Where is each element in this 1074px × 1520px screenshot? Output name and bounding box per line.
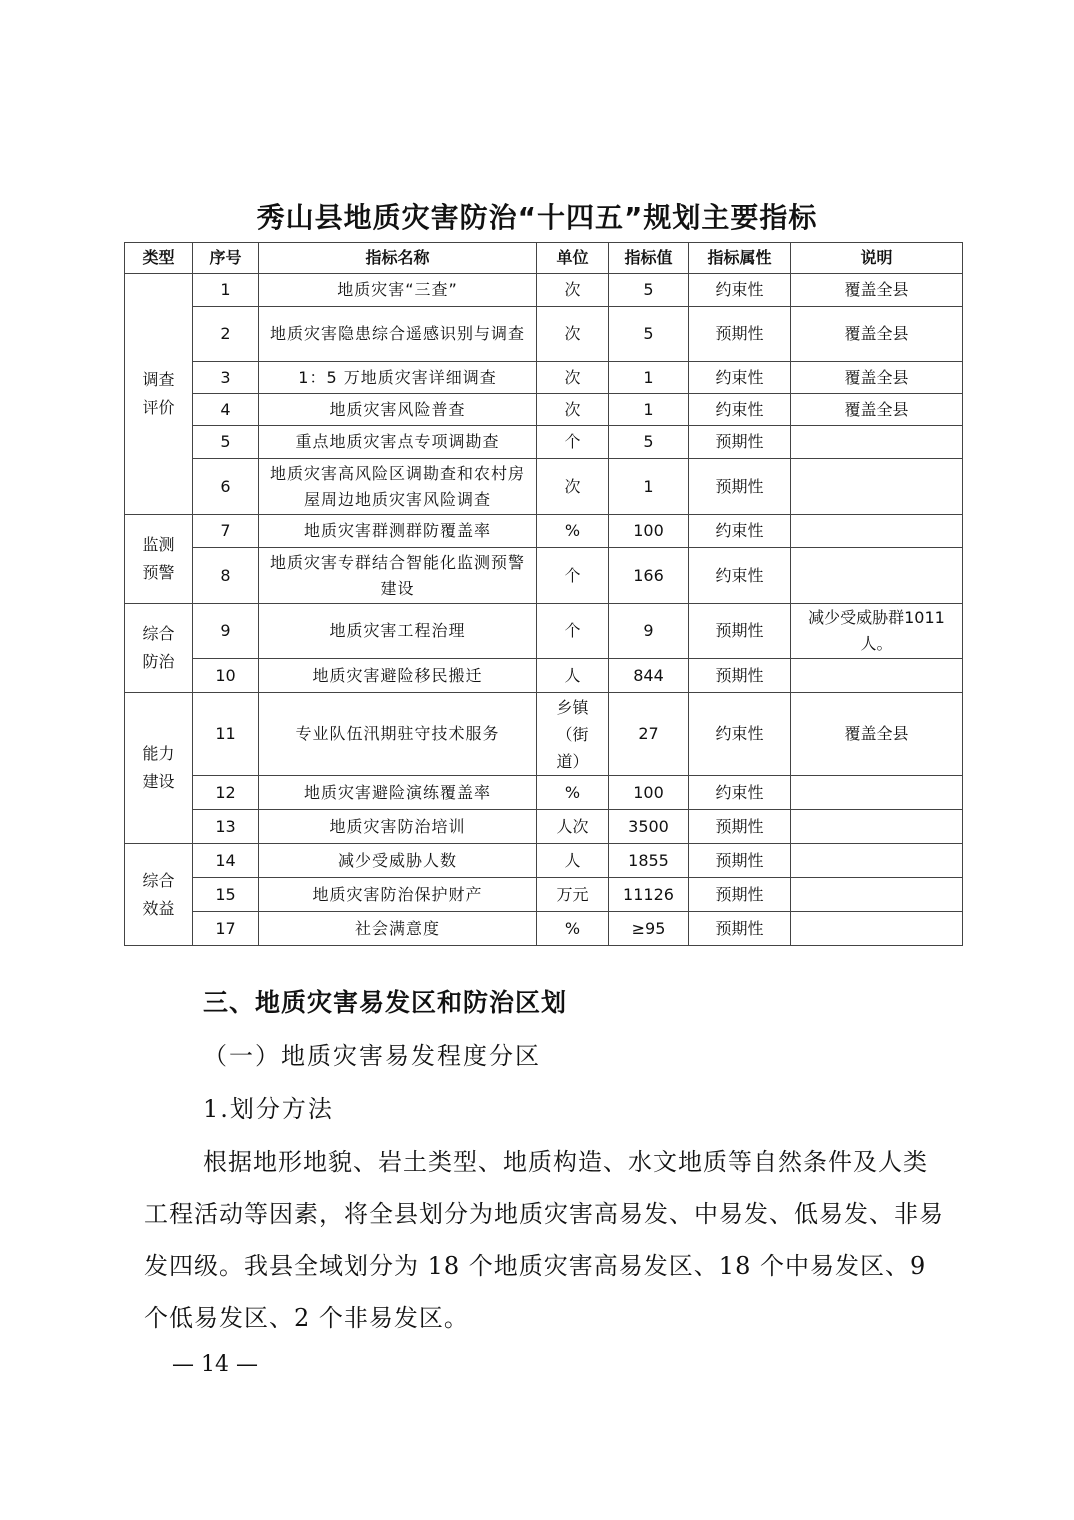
unit-cell: % (537, 515, 609, 548)
indicator-attr-cell: 预期性 (689, 810, 791, 844)
indicator-attr-cell: 约束性 (689, 394, 791, 426)
row-number-cell: 6 (193, 459, 259, 515)
row-number-cell: 13 (193, 810, 259, 844)
note-cell (791, 776, 963, 810)
indicator-value-cell: 844 (609, 659, 689, 693)
indicator-name-cell: 地质灾害风险普查 (259, 394, 537, 426)
table-row (125, 878, 963, 912)
table-row (125, 515, 963, 548)
indicator-value-cell: 166 (609, 548, 689, 604)
indicator-name-cell: 地质灾害隐患综合遥感识别与调查 (259, 307, 537, 362)
indicator-value-cell: 100 (609, 515, 689, 548)
indicator-attr-cell: 预期性 (689, 307, 791, 362)
row-number-cell: 9 (193, 604, 259, 659)
indicator-attr-cell: 预期性 (689, 659, 791, 693)
note-cell: 覆盖全县 (791, 307, 963, 362)
indicator-attr-cell: 预期性 (689, 912, 791, 946)
unit-cell: 万元 (537, 878, 609, 912)
unit-cell: 次 (537, 362, 609, 394)
indicator-value-cell: 5 (609, 307, 689, 362)
indicator-name-cell: 地质灾害避险移民搬迁 (259, 659, 537, 693)
indicator-attr-cell: 预期性 (689, 844, 791, 878)
note-cell (791, 426, 963, 459)
note-cell (791, 548, 963, 604)
indicator-value-cell: 1 (609, 459, 689, 515)
indicator-attr-cell: 约束性 (689, 548, 791, 604)
indicator-attr-cell: 预期性 (689, 426, 791, 459)
indicator-value-cell: 9 (609, 604, 689, 659)
page-number: — 14 — (172, 1352, 258, 1377)
indicator-table (124, 242, 963, 946)
note-cell (791, 515, 963, 548)
table-title: 秀山县地质灾害防治“十四五”规划主要指标 (256, 201, 818, 234)
indicator-value-cell: 11126 (609, 878, 689, 912)
indicator-value-cell: 3500 (609, 810, 689, 844)
category-cell: 综合 防治 (125, 604, 193, 693)
category-cell: 能力 建设 (125, 693, 193, 844)
row-number-cell: 11 (193, 693, 259, 776)
col-header-type: 类型 (125, 243, 193, 274)
row-number-cell: 17 (193, 912, 259, 946)
table-row (125, 776, 963, 810)
unit-cell: 人 (537, 659, 609, 693)
row-number-cell: 4 (193, 394, 259, 426)
indicator-value-cell: ≥95 (609, 912, 689, 946)
indicator-value-cell: 1 (609, 362, 689, 394)
table-row (125, 810, 963, 844)
indicator-value-cell: 5 (609, 426, 689, 459)
row-number-cell: 10 (193, 659, 259, 693)
indicator-name-cell: 地质灾害专群结合智能化监测预警建设 (259, 548, 537, 604)
indicator-name-cell: 地质灾害高风险区调勘查和农村房屋周边地质灾害风险调查 (259, 459, 537, 515)
unit-cell: 个 (537, 548, 609, 604)
note-cell (791, 878, 963, 912)
note-cell (791, 912, 963, 946)
note-cell (791, 459, 963, 515)
unit-cell: 次 (537, 274, 609, 307)
unit-cell: 乡镇（街道） (537, 693, 609, 776)
indicator-attr-cell: 约束性 (689, 362, 791, 394)
category-cell: 监测 预警 (125, 515, 193, 604)
note-cell: 覆盖全县 (791, 274, 963, 307)
unit-cell: 个 (537, 426, 609, 459)
note-cell: 覆盖全县 (791, 394, 963, 426)
category-cell: 调查 评价 (125, 274, 193, 515)
row-number-cell: 2 (193, 307, 259, 362)
note-cell (791, 659, 963, 693)
indicator-name-cell: 地质灾害群测群防覆盖率 (259, 515, 537, 548)
indicator-name-cell: 地质灾害工程治理 (259, 604, 537, 659)
note-cell (791, 844, 963, 878)
unit-cell: 次 (537, 459, 609, 515)
table-row (125, 693, 963, 776)
note-cell: 覆盖全县 (791, 693, 963, 776)
category-cell: 综合 效益 (125, 844, 193, 946)
table-header-row (125, 243, 963, 274)
table-row (125, 362, 963, 394)
row-number-cell: 15 (193, 878, 259, 912)
col-header-note: 说明 (791, 243, 963, 274)
table-row (125, 426, 963, 459)
item-heading: 1.划分方法 (203, 1095, 334, 1123)
col-header-attr: 指标属性 (689, 243, 791, 274)
row-number-cell: 3 (193, 362, 259, 394)
col-header-name: 指标名称 (259, 243, 537, 274)
col-header-no: 序号 (193, 243, 259, 274)
table-row (125, 912, 963, 946)
indicator-value-cell: 1 (609, 394, 689, 426)
indicator-value-cell: 27 (609, 693, 689, 776)
unit-cell: 次 (537, 394, 609, 426)
note-cell: 覆盖全县 (791, 362, 963, 394)
table-row (125, 274, 963, 307)
indicator-value-cell: 1855 (609, 844, 689, 878)
row-number-cell: 14 (193, 844, 259, 878)
indicator-name-cell: 地质灾害防治保护财产 (259, 878, 537, 912)
row-number-cell: 5 (193, 426, 259, 459)
unit-cell: 个 (537, 604, 609, 659)
section-heading: 三、地质灾害易发区和防治区划 (203, 988, 568, 1017)
indicator-name-cell: 1：5 万地质灾害详细调查 (259, 362, 537, 394)
indicator-value-cell: 100 (609, 776, 689, 810)
indicator-attr-cell: 预期性 (689, 604, 791, 659)
indicator-attr-cell: 约束性 (689, 693, 791, 776)
table-row (125, 548, 963, 604)
table-body (125, 274, 963, 946)
note-cell (791, 810, 963, 844)
unit-cell: 人次 (537, 810, 609, 844)
unit-cell: % (537, 776, 609, 810)
indicator-attr-cell: 预期性 (689, 878, 791, 912)
row-number-cell: 12 (193, 776, 259, 810)
indicator-attr-cell: 约束性 (689, 274, 791, 307)
table-row (125, 394, 963, 426)
row-number-cell: 1 (193, 274, 259, 307)
table-row (125, 604, 963, 659)
table-row (125, 459, 963, 515)
table-row (125, 659, 963, 693)
indicator-name-cell: 专业队伍汛期驻守技术服务 (259, 693, 537, 776)
table-row (125, 307, 963, 362)
indicator-name-cell: 重点地质灾害点专项调勘查 (259, 426, 537, 459)
indicator-attr-cell: 预期性 (689, 459, 791, 515)
row-number-cell: 7 (193, 515, 259, 548)
col-header-unit: 单位 (537, 243, 609, 274)
note-cell: 减少受威胁群1011 人。 (791, 604, 963, 659)
col-header-value: 指标值 (609, 243, 689, 274)
indicator-attr-cell: 约束性 (689, 776, 791, 810)
row-number-cell: 8 (193, 548, 259, 604)
table-row (125, 844, 963, 878)
indicator-name-cell: 地质灾害“三查” (259, 274, 537, 307)
indicator-name-cell: 地质灾害避险演练覆盖率 (259, 776, 537, 810)
indicator-name-cell: 减少受威胁人数 (259, 844, 537, 878)
indicator-name-cell: 社会满意度 (259, 912, 537, 946)
indicator-attr-cell: 约束性 (689, 515, 791, 548)
unit-cell: 次 (537, 307, 609, 362)
indicator-name-cell: 地质灾害防治培训 (259, 810, 537, 844)
subsection-heading: （一）地质灾害易发程度分区 (203, 1042, 541, 1070)
body-paragraph: 根据地形地貌、岩土类型、地质构造、水文地质等自然条件及人类工程活动等因素，将全县划分为地质灾害高易发、中易发、低易发、非易发四级。我县全域划分为 18 个地质灾害高易发区、18 个中易发区、9 个低易发区、2 个非易发区。 (144, 1148, 944, 1332)
unit-cell: % (537, 912, 609, 946)
indicator-value-cell: 5 (609, 274, 689, 307)
unit-cell: 人 (537, 844, 609, 878)
